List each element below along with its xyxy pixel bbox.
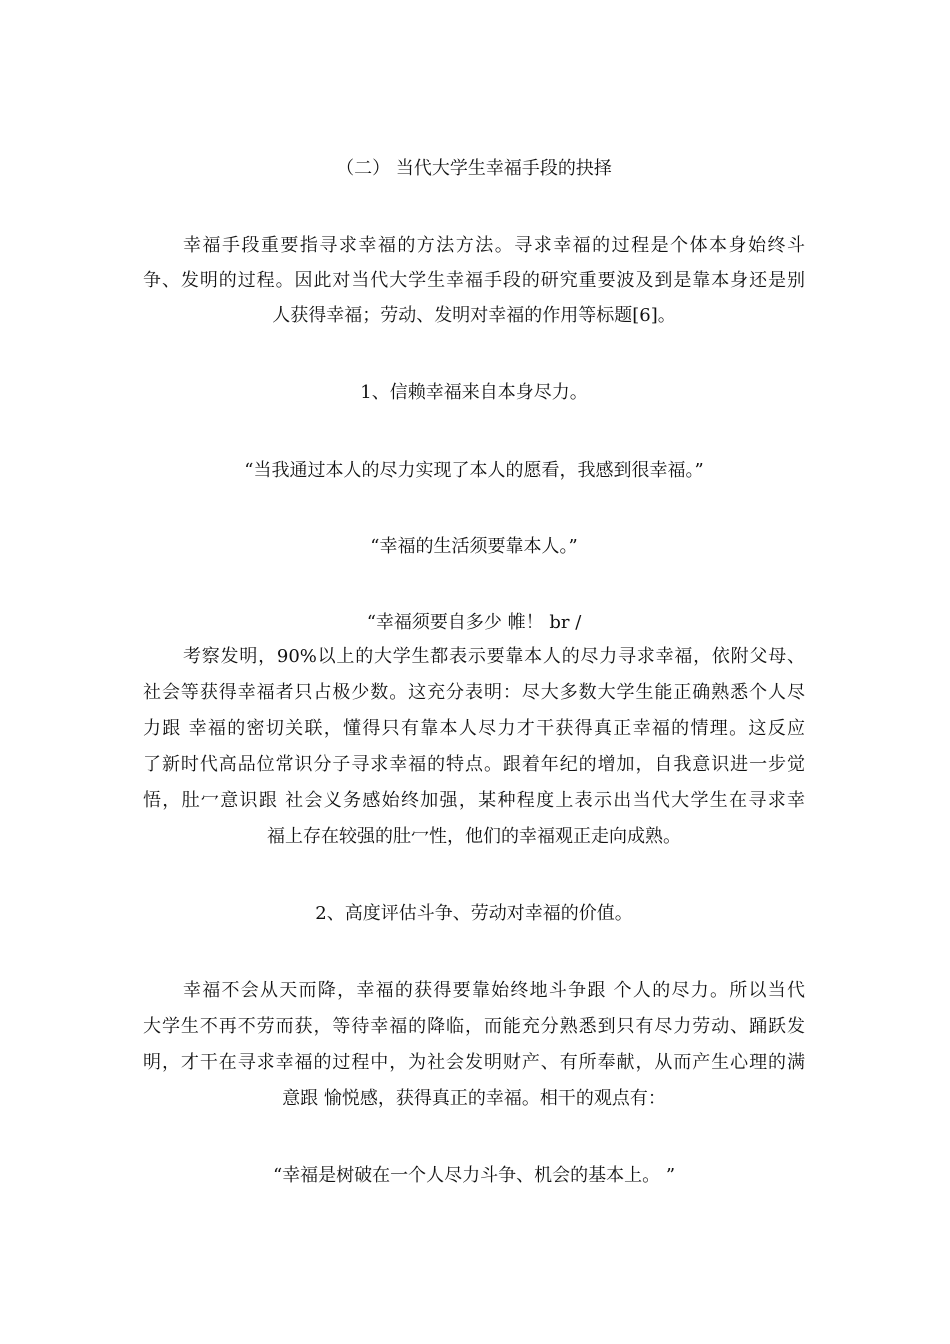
paragraph-1-line-2: 争、发明的过程。因此对当代大学生幸福手段的研究重要波及到是靠本身还是别 [143, 270, 805, 291]
paragraph-3-line-3: 明，才干在寻求幸福的过程中，为社会发明财产、有所奉献，从而产生心理的满 [143, 1052, 805, 1073]
paragraph-2-line-1: 考察发明，90%以上的大学生都表示要靠本人的尽力寻求幸福，依附父母、 [183, 646, 805, 667]
paragraph-2-line-6: 福上存在较强的肚冖性，他们的幸福观正走向成熟。 [267, 826, 681, 847]
paragraph-3-line-4: 意跟 愉悦感，获得真正的幸福。相干的观点有： [282, 1088, 666, 1109]
section-heading: （二） 当代大学生幸福手段的抉择 [336, 158, 612, 179]
paragraph-1-line-3: 人获得幸福；劳动、发明对幸福的作用等标题[6]。 [272, 305, 676, 326]
paragraph-2-line-5: 悟，肚冖意识跟 社会义务感始终加强，某种程度上表示出当代大学生在寻求幸 [143, 790, 805, 811]
paragraph-3-line-2: 大学生不再不劳而获，等待幸福的降临，而能充分熟悉到只有尽力劳动、踊跃发 [143, 1016, 805, 1037]
paragraph-2-line-4: 了新时代高品位常识分子寻求幸福的特点。跟着年纪的增加，自我意识进一步觉 [143, 754, 805, 775]
document-page [143, 0, 805, 1344]
paragraph-2-line-2: 社会等获得幸福者只占极少数。这充分表明：尽大多数大学生能正确熟悉个人尽 [143, 682, 805, 703]
subheading-2: 2、高度评估斗争、劳动对幸福的价值。 [315, 903, 633, 924]
quote-4: “幸福是树破在一个人尽力斗争、机会的基本上。 ” [272, 1165, 676, 1186]
quote-2: “幸福的生活须要靠本人。” [370, 536, 578, 557]
paragraph-2-line-3: 力跟 幸福的密切关联，懂得只有靠本人尽力才干获得真正幸福的情理。这反应 [143, 718, 805, 739]
paragraph-1-line-1: 幸福手段重要指寻求幸福的方法方法。寻求幸福的过程是个体本身始终斗 [183, 235, 805, 256]
subheading-1: 1、信赖幸福来自本身尽力。 [360, 382, 588, 403]
quote-3: “幸福须要自多少 帷！ br / [366, 612, 582, 633]
paragraph-3-line-1: 幸福不会从天而降，幸福的获得要靠始终地斗争跟 个人的尽力。所以当代 [183, 980, 805, 1001]
quote-1: “当我通过本人的尽力实现了本人的愿看，我感到很幸福。” [244, 460, 704, 481]
